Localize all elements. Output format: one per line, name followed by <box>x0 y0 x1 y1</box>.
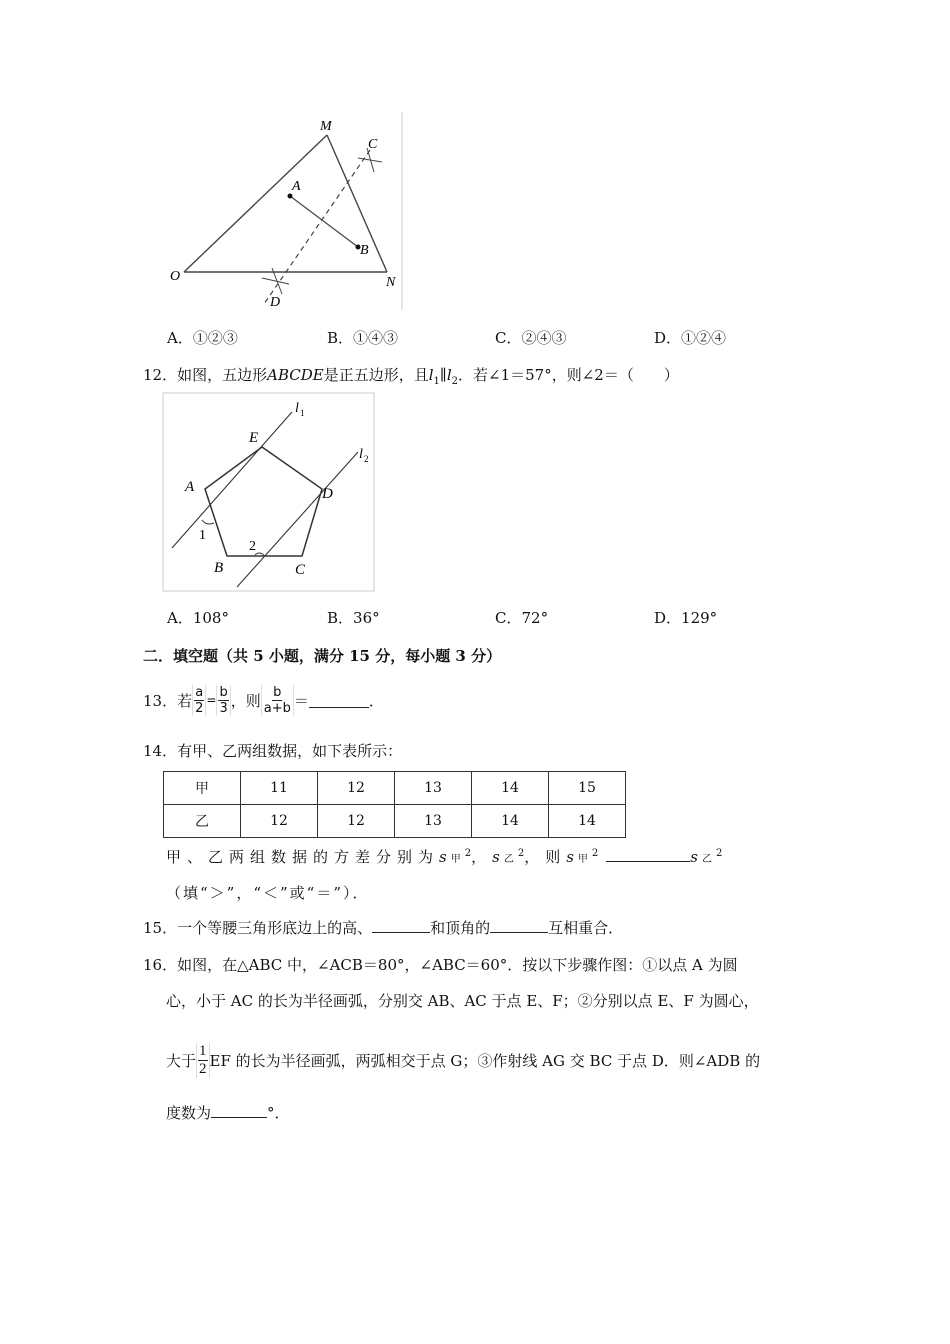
q11-option-b[interactable] <box>327 327 398 348</box>
stem-text: 互相重合． <box>548 919 624 937</box>
q11-option-d[interactable] <box>654 327 726 348</box>
stem-text: ，则 <box>230 691 261 710</box>
q11-option-a[interactable] <box>167 327 238 348</box>
fraction-one-half <box>196 1043 210 1078</box>
table-cell: 11 <box>241 772 318 805</box>
line-l1: l <box>428 366 434 384</box>
question-number: 16． <box>143 956 178 974</box>
q14-instruction <box>166 882 370 903</box>
stem-text: 度数为 <box>166 1104 212 1122</box>
q11-options <box>167 327 767 349</box>
stem-text: （填“＞”，“＜”或“＝”）． <box>166 884 370 902</box>
table-row <box>164 805 626 838</box>
answer-blank[interactable] <box>606 847 690 862</box>
line-l2: l <box>446 366 452 384</box>
svg-text:D: D <box>270 295 281 310</box>
option-text: ①④③ <box>353 329 399 347</box>
q12-figure <box>162 392 377 594</box>
subscript-yi: 乙 <box>503 854 514 865</box>
table-row <box>164 772 626 805</box>
question-number: 12． <box>143 366 178 384</box>
question-number: 13． <box>143 691 178 710</box>
stem-text: 则 <box>545 848 561 866</box>
q16-line4 <box>166 1102 290 1123</box>
q11-figure <box>162 110 407 312</box>
q14-stem <box>143 740 402 761</box>
stem-text: 若 <box>177 691 193 710</box>
q13 <box>143 680 384 720</box>
option-letter: A． <box>167 609 193 627</box>
svg-text:B: B <box>360 243 369 258</box>
table-cell: 15 <box>549 772 626 805</box>
svg-text:C: C <box>295 562 306 578</box>
question-number: 15． <box>143 919 178 937</box>
fraction-b-over-a-plus-b <box>261 685 294 716</box>
answer-blank-2[interactable] <box>490 918 548 933</box>
comma: ， <box>524 848 540 866</box>
svg-text:l: l <box>295 401 299 416</box>
option-text: ①②③ <box>192 329 238 347</box>
svg-text:2: 2 <box>249 539 256 554</box>
denominator: a+b <box>263 700 291 716</box>
table-cell: 14 <box>472 805 549 838</box>
option-text: ①②④ <box>681 329 727 347</box>
numerator: b <box>219 684 228 700</box>
row-label: 甲 <box>164 772 241 805</box>
answer-blank[interactable] <box>211 1103 267 1118</box>
fraction-b-over-3 <box>216 685 230 716</box>
stem-text: ． <box>368 691 384 710</box>
option-letter: C． <box>495 329 522 347</box>
option-text: 108° <box>192 609 229 627</box>
q12-option-a[interactable] <box>167 607 229 628</box>
section-heading <box>143 645 501 666</box>
option-letter: D． <box>654 609 682 627</box>
superscript: 2 <box>517 848 525 859</box>
option-letter: D． <box>654 329 682 347</box>
option-text: 36° <box>353 609 380 627</box>
denominator: 2 <box>199 1060 207 1077</box>
numerator: a <box>195 684 204 700</box>
table-cell: 13 <box>395 805 472 838</box>
svg-text:M: M <box>320 119 332 134</box>
q16-line3 <box>166 1040 760 1080</box>
data-table <box>163 771 626 838</box>
stem-text: ．若∠1＝57°，则∠2＝（ ） <box>458 366 679 384</box>
option-letter: C． <box>495 609 522 627</box>
svg-text:1: 1 <box>199 528 206 543</box>
stem-text: 和顶角的 <box>430 919 491 937</box>
svg-text:B: B <box>214 560 224 576</box>
subscript-yi: 乙 <box>702 854 712 865</box>
equals-sign: = <box>206 693 217 707</box>
q11-option-c[interactable] <box>495 327 567 348</box>
superscript: 2 <box>464 848 472 859</box>
q12-option-c[interactable] <box>495 607 548 628</box>
subscript: 2 <box>451 376 459 387</box>
q12-options <box>167 607 767 629</box>
option-text: ②④③ <box>521 329 567 347</box>
section-heading-text: 二．填空题（共 5 小题，满分 15 分，每小题 3 分） <box>143 647 502 665</box>
numerator: 1 <box>199 1042 207 1059</box>
question-number: 14． <box>143 742 178 760</box>
variance-symbol: s <box>690 848 698 866</box>
stem-text: 如图，五边形 <box>177 366 268 384</box>
denominator: 2 <box>195 700 204 716</box>
equals-sign: ＝ <box>293 691 309 710</box>
table-cell: 12 <box>318 772 395 805</box>
q15 <box>143 917 623 938</box>
answer-blank[interactable] <box>309 693 369 708</box>
q12-stem <box>143 364 679 387</box>
svg-text:O: O <box>170 269 181 284</box>
stem-text: 是正五边形，且 <box>323 366 429 384</box>
parallel-symbol: ∥ <box>439 366 447 384</box>
q14-variance-line <box>166 846 722 867</box>
superscript: 2 <box>716 848 723 859</box>
stem-text: °． <box>267 1104 290 1122</box>
option-text: 72° <box>521 609 549 627</box>
option-letter: B． <box>327 609 354 627</box>
variance-symbol: s <box>566 848 574 866</box>
q12-option-d[interactable] <box>654 607 717 628</box>
svg-text:1: 1 <box>300 408 305 418</box>
svg-text:A: A <box>185 479 195 495</box>
stem-text: 有甲、乙两组数据，如下表所示： <box>177 742 403 760</box>
q16-line1 <box>143 954 738 975</box>
table-cell: 13 <box>395 772 472 805</box>
subscript-jia: 甲 <box>450 854 461 865</box>
denominator: 3 <box>219 700 228 716</box>
svg-text:E: E <box>249 430 259 446</box>
comma: ， <box>471 848 487 866</box>
stem-text: 心，小于 AC 的长为半径画弧，分别交 AB、AC 于点 E、F；②分别以点 E、F 为圆心， <box>166 992 759 1010</box>
svg-text:2: 2 <box>364 454 369 464</box>
table-cell: 12 <box>241 805 318 838</box>
fraction-a-over-2 <box>192 685 206 716</box>
table-cell: 14 <box>549 805 626 838</box>
option-letter: B． <box>327 329 354 347</box>
svg-text:N: N <box>386 275 396 290</box>
q12-option-b[interactable] <box>327 607 380 628</box>
stem-text: 如图，在△ABC 中，∠ACB＝80°，∠ABC＝60°．按以下步骤作图：①以点 A 为圆 <box>177 956 738 974</box>
answer-blank-1[interactable] <box>372 918 430 933</box>
option-text: 129° <box>681 609 718 627</box>
q16-line2 <box>166 990 759 1011</box>
triangle-construction-diagram <box>162 110 407 312</box>
shape-name: ABCDE <box>267 366 324 384</box>
subscript: 1 <box>433 376 440 387</box>
variance-symbol: s <box>439 848 447 866</box>
svg-text:A: A <box>292 179 301 194</box>
stem-text: 大于 <box>166 1051 197 1070</box>
svg-text:C: C <box>368 137 378 152</box>
svg-text:D: D <box>322 486 333 502</box>
stem-text: EF 的长为半径画弧，两弧相交于点 G；③作射线 AG 交 BC 于点 D．则∠ADB 的 <box>209 1051 761 1070</box>
stem-text: 甲、乙两组数据的方差分别为 <box>166 848 440 866</box>
numerator: b <box>273 684 282 700</box>
table-cell: 14 <box>472 772 549 805</box>
superscript: 2 <box>591 848 599 859</box>
pentagon-parallel-lines-diagram <box>162 392 377 594</box>
variance-symbol: s <box>492 848 500 866</box>
row-label: 乙 <box>164 805 241 838</box>
stem-text: 一个等腰三角形底边上的高、 <box>177 919 373 937</box>
subscript-jia: 甲 <box>577 854 588 865</box>
table-cell: 12 <box>318 805 395 838</box>
svg-text:l: l <box>359 447 363 462</box>
option-letter: A． <box>167 329 193 347</box>
